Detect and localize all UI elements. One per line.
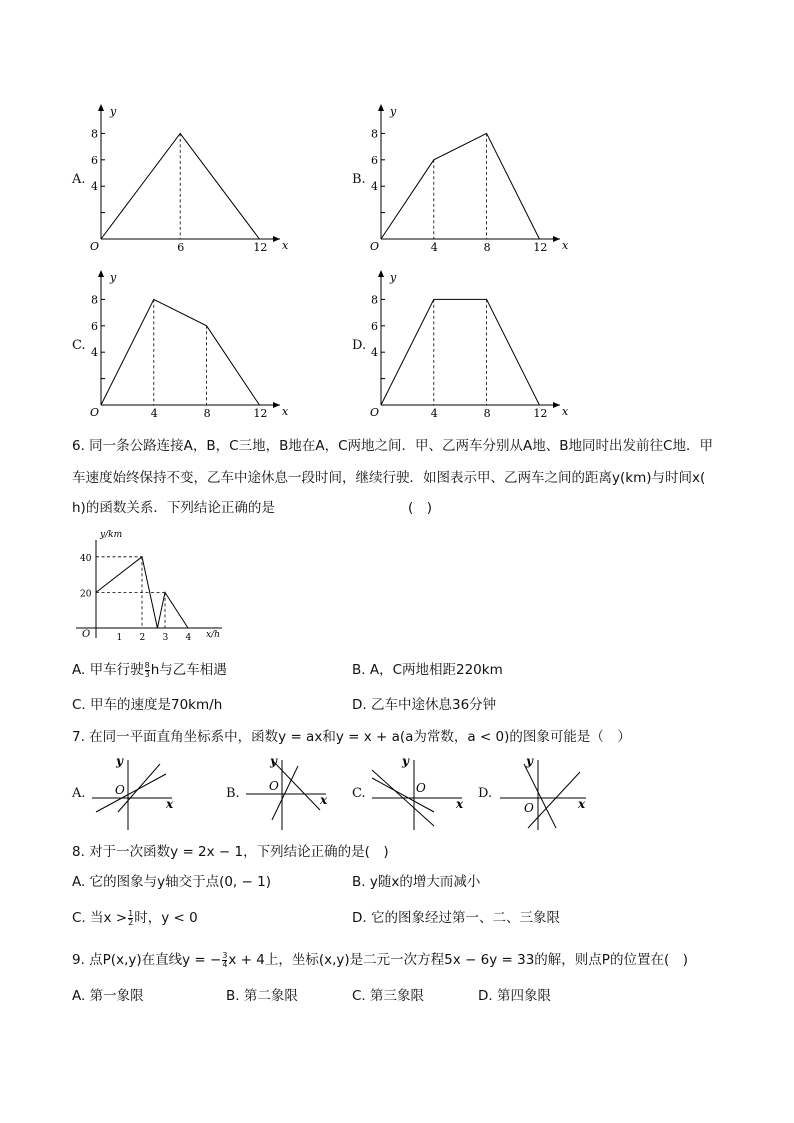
q5-option-a-label: A. bbox=[72, 172, 86, 187]
y-tick-label: 20 bbox=[80, 589, 92, 600]
y-tick-label: 8 bbox=[371, 127, 378, 141]
fraction-numerator: 1 bbox=[128, 908, 134, 918]
fraction-numerator: 3 bbox=[222, 950, 228, 960]
x-axis-label: x bbox=[282, 239, 288, 252]
q7-option-d-label: D. bbox=[478, 786, 493, 801]
x-tick-label: 12 bbox=[253, 407, 268, 420]
y-tick-label: 6 bbox=[371, 153, 378, 167]
q5-option-c-label: C. bbox=[72, 338, 86, 353]
q9-stem bbox=[72, 950, 688, 970]
x-axis-arrow bbox=[273, 236, 280, 242]
q6-y-axis-label: y/km bbox=[100, 530, 123, 540]
origin-label: O bbox=[115, 783, 125, 797]
q6-distance-time-chart bbox=[72, 524, 232, 644]
q6-stem-line2: 车速度始终保持不变，乙车中途休息一段时间，继续行驶．如图表示甲、乙两车之间的距离y(km)与时间x( bbox=[72, 470, 706, 486]
fraction-numerator: 8 bbox=[144, 660, 150, 670]
x-tick-label: 4 bbox=[185, 633, 192, 643]
q5-option-b-label: B. bbox=[352, 172, 366, 187]
function-line-1 bbox=[524, 764, 556, 828]
y-tick-label: 4 bbox=[91, 346, 98, 360]
y-tick-label: 6 bbox=[371, 319, 378, 333]
x-axis-label: x bbox=[456, 797, 464, 811]
q8-option-c bbox=[72, 908, 198, 928]
fraction-denominator: 2 bbox=[128, 917, 134, 927]
q7-graph-d bbox=[494, 752, 594, 832]
x-axis-label: x bbox=[166, 797, 174, 811]
y-axis-label: y bbox=[390, 271, 397, 284]
x-tick-label: 12 bbox=[533, 407, 548, 420]
y-axis-label: y bbox=[270, 754, 277, 768]
y-axis-label: y bbox=[526, 754, 533, 768]
q7-graph-b bbox=[242, 752, 332, 832]
x-tick-label: 8 bbox=[203, 407, 211, 420]
origin-label: O bbox=[90, 406, 100, 419]
y-tick-label: 40 bbox=[80, 553, 92, 564]
q9-stem-pre: 9. 点P(x,y)在直线y = − bbox=[72, 952, 222, 968]
q8-stem: 8. 对于一次函数y = 2x − 1，下列结论正确的是( ) bbox=[72, 844, 389, 860]
q6-x-axis-label: x/h bbox=[206, 630, 220, 640]
x-tick-label: 1 bbox=[116, 633, 123, 643]
q7-graph-a bbox=[88, 752, 178, 832]
function-line-2 bbox=[528, 772, 580, 828]
q9-stem-post: x + 4上，坐标(x,y)是二元一次方程5x − 6y = 33的解，则点P的位置在( ) bbox=[228, 952, 688, 968]
y-axis-label: y bbox=[390, 105, 397, 118]
x-axis-label: x bbox=[282, 405, 288, 418]
x-axis-label: x bbox=[320, 793, 328, 807]
origin-label: O bbox=[416, 781, 426, 795]
origin-label: O bbox=[370, 240, 380, 253]
x-tick-label: 4 bbox=[430, 407, 438, 420]
q6-option-a bbox=[72, 660, 227, 680]
q6-stem-line3: h)的函数关系．下列结论正确的是 bbox=[72, 500, 275, 516]
function-line-1 bbox=[272, 760, 320, 810]
y-tick-label: 4 bbox=[91, 180, 98, 194]
q6-option-a-fraction bbox=[145, 662, 150, 679]
origin-label: O bbox=[90, 240, 100, 253]
q8-option-d: D. 它的图象经过第一、二、三象限 bbox=[352, 910, 560, 926]
graph-polyline bbox=[381, 299, 539, 405]
fraction-denominator: 3 bbox=[144, 669, 150, 679]
x-axis-label: x bbox=[562, 239, 568, 252]
q5-graph-a bbox=[88, 100, 288, 255]
q6-answer-bracket: ( ) bbox=[408, 500, 433, 516]
x-axis-arrow bbox=[553, 236, 560, 242]
origin-label: O bbox=[269, 779, 279, 793]
q7-stem: 7. 在同一平面直角坐标系中，函数y = ax和y = x + a(a为常数，a < 0)的图象可能是（ ） bbox=[72, 729, 631, 745]
q8-option-b: B. y随x的增大而减小 bbox=[352, 874, 481, 890]
y-axis-arrow bbox=[378, 270, 384, 277]
q5-option-d-label: D. bbox=[352, 338, 367, 353]
graph-polyline bbox=[101, 299, 259, 405]
y-axis-arrow bbox=[98, 104, 104, 111]
y-axis-arrow bbox=[378, 104, 384, 111]
q9-option-c: C. 第三象限 bbox=[352, 988, 425, 1004]
y-tick-label: 4 bbox=[371, 180, 378, 194]
function-line-1 bbox=[96, 774, 166, 812]
y-tick-label: 6 bbox=[91, 153, 98, 167]
q8-option-c-fraction bbox=[128, 910, 133, 927]
q7-option-c-label: C. bbox=[352, 786, 366, 801]
q6-option-c: C. 甲车的速度是70km/h bbox=[72, 697, 223, 713]
y-axis-label: y bbox=[402, 754, 409, 768]
q7-graph-c bbox=[368, 752, 468, 832]
y-axis-label: y bbox=[110, 105, 117, 118]
q6-stem-line1: 6. 同一条公路连接A，B，C三地，B地在A，C两地之间．甲、乙两车分别从A地、B地同时出发前往C地．甲 bbox=[72, 438, 713, 454]
q6-option-a-pre: A. 甲车行驶 bbox=[72, 662, 144, 678]
y-tick-label: 4 bbox=[371, 346, 378, 360]
x-tick-label: 6 bbox=[177, 241, 185, 254]
y-axis-arrow bbox=[98, 270, 104, 277]
y-tick-label: 8 bbox=[371, 293, 378, 307]
q8-option-c-post: 时，y < 0 bbox=[134, 910, 198, 926]
graph-polyline bbox=[381, 133, 539, 239]
x-tick-label: 3 bbox=[162, 633, 169, 643]
x-tick-label: 2 bbox=[139, 633, 146, 643]
origin-label: O bbox=[370, 406, 380, 419]
x-axis-label: x bbox=[578, 797, 586, 811]
q9-stem-fraction bbox=[222, 952, 227, 969]
fraction-denominator: 4 bbox=[222, 959, 228, 969]
y-tick-label: 8 bbox=[91, 127, 98, 141]
q5-graph-d bbox=[368, 266, 568, 421]
y-tick-label: 8 bbox=[91, 293, 98, 307]
x-axis-arrow bbox=[273, 402, 280, 408]
q6-option-d: D. 乙车中途休息36分钟 bbox=[352, 697, 497, 713]
y-axis-label: y bbox=[116, 754, 123, 768]
q7-option-a-label: A. bbox=[72, 786, 86, 801]
q9-option-b: B. 第二象限 bbox=[226, 988, 298, 1004]
q6-option-a-post: h与乙车相遇 bbox=[150, 662, 227, 678]
y-axis-label: y bbox=[110, 271, 117, 284]
x-axis-arrow bbox=[553, 402, 560, 408]
x-tick-label: 12 bbox=[253, 241, 268, 254]
x-tick-label: 8 bbox=[483, 407, 491, 420]
x-tick-label: 4 bbox=[150, 407, 158, 420]
origin-label: O bbox=[524, 801, 534, 815]
y-tick-label: 6 bbox=[91, 319, 98, 333]
x-tick-label: 4 bbox=[430, 241, 438, 254]
q8-option-a: A. 它的图象与y轴交于点(0, − 1) bbox=[72, 874, 271, 890]
q9-option-d: D. 第四象限 bbox=[478, 988, 551, 1004]
q6-origin-label: O bbox=[82, 629, 91, 640]
q5-graph-b bbox=[368, 100, 568, 255]
x-tick-label: 12 bbox=[533, 241, 548, 254]
x-axis-label: x bbox=[562, 405, 568, 418]
x-tick-label: 8 bbox=[483, 241, 491, 254]
q7-option-b-label: B. bbox=[226, 786, 240, 801]
q6-option-b: B. A，C两地相距220km bbox=[352, 662, 503, 678]
q9-option-a: A. 第一象限 bbox=[72, 988, 144, 1004]
q8-option-c-pre: C. 当x > bbox=[72, 910, 128, 926]
q5-graph-c bbox=[88, 266, 288, 421]
